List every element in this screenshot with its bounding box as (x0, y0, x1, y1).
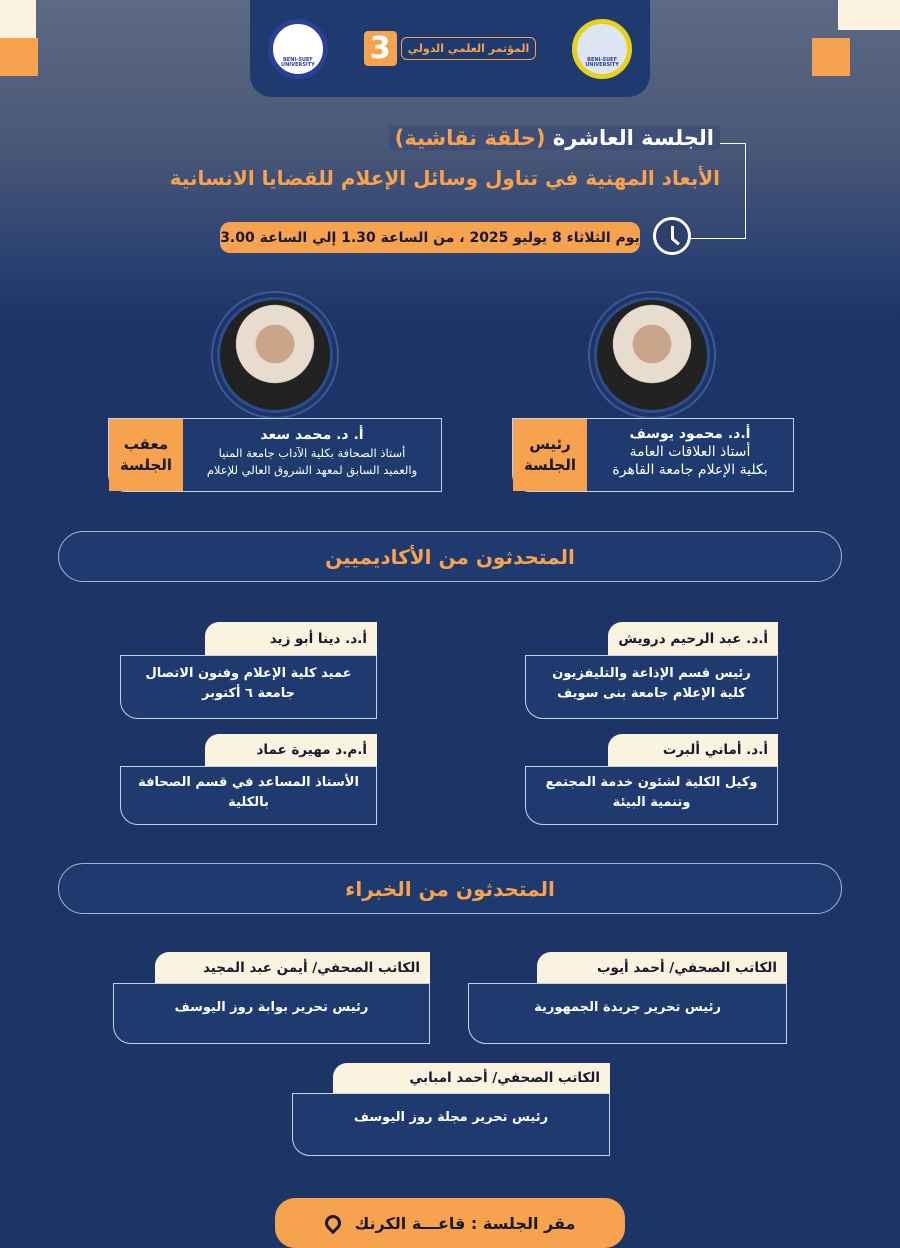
bracket-line (690, 143, 746, 239)
location-pin-icon (321, 1212, 344, 1235)
clock-icon (653, 217, 691, 255)
conference-logo: 3 المؤتمر العلمي الدولي (364, 31, 537, 66)
venue-badge: مقر الجلسة : قاعـــة الكرنك (275, 1198, 625, 1248)
decor-square (838, 0, 900, 30)
chair-photo (594, 297, 710, 413)
session-title: الجلسة العاشرة (حلقة نقاشية) (389, 126, 720, 150)
faculty-logo-text: BENI-SUEF UNIVERSITY (585, 56, 619, 68)
speaker-card: أ.م.د مهيرة عماد الأستاذ المساعد في قسم الصحافة بالكلية (120, 734, 377, 825)
session-topic: الأبعاد المهنية في تناول وسائل الإعلام للقضايا الانسانية (169, 166, 720, 190)
expert-card: الكاتب الصحفي/ أحمد امبابي رئيس تحرير مجلة روز اليوسف (292, 1063, 610, 1156)
decor-square (0, 38, 38, 76)
chair-card: أ.د. محمود يوسف أستاذ العلاقات العامة بكلية الإعلام جامعة القاهرة رئيس الجلسة (512, 418, 794, 492)
faculty-logo (572, 19, 632, 79)
discussant-photo (217, 297, 333, 413)
discussant-card: أ. د. محمد سعد أستاذ الصحافة بكلية الآداب جامعة المنيا والعميد السابق لمعهد الشروق العالي للإعلام معقب الجلسة (108, 418, 442, 492)
expert-card: الكاتب الصحفي/ أحمد أيوب رئيس تحرير جريدة الجمهورية (468, 952, 787, 1044)
header-bar (250, 0, 650, 97)
session-date: يوم الثلاثاء 8 يوليو 2025 ، من الساعة 1.30 إلي الساعة 3.00 (220, 222, 640, 253)
university-logo-text: BENI-SUEF UNIVERSITY (281, 56, 315, 68)
experts-section-header: المتحدثون من الخبراء (58, 863, 842, 914)
speaker-card: أ.د. دينا أبو زيد عميد كلية الإعلام وفنون الاتصال جامعة ٦ أكتوبر (120, 622, 377, 719)
university-logo (268, 19, 328, 79)
academics-section-header: المتحدثون من الأكاديميين (58, 531, 842, 582)
expert-card: الكاتب الصحفي/ أيمن عبد المجيد رئيس تحرير بوابة روز اليوسف (113, 952, 430, 1044)
speaker-card: أ.د. عبد الرحيم درويش رئيس قسم الإذاعة والتليفزيون كلية الإعلام جامعة بنى سويف (525, 622, 778, 719)
decor-square (812, 38, 850, 76)
speaker-card: أ.د. أماني ألبرت وكيل الكلية لشئون خدمة المجتمع وتنمية البيئة (525, 734, 778, 825)
